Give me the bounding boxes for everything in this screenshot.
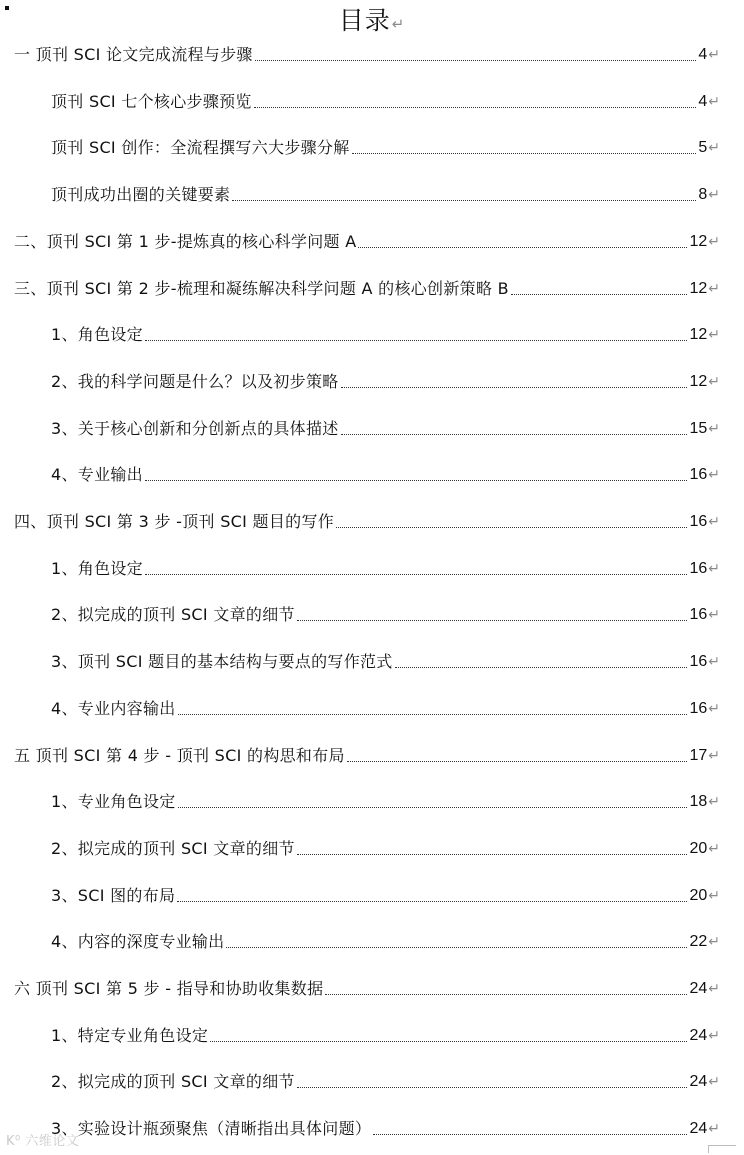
toc-entry-title: 4、内容的深度专业输出 bbox=[51, 932, 225, 952]
toc-entry[interactable] bbox=[51, 318, 720, 346]
toc-entry[interactable] bbox=[51, 692, 720, 720]
toc-page-number: 16 bbox=[689, 699, 708, 717]
watermark-logo: K⁰ 六维论文 bbox=[6, 1134, 80, 1149]
toc-page-number: 4 bbox=[698, 92, 708, 110]
toc-page-number: 5 bbox=[698, 139, 708, 157]
toc-page-number: 16 bbox=[689, 653, 708, 671]
toc-entry-title: 3、实验设计瓶颈聚焦（清晰指出具体问题） bbox=[51, 1119, 372, 1139]
paragraph-mark-icon: ↵ bbox=[708, 747, 720, 764]
paragraph-mark-icon: ↵ bbox=[708, 327, 720, 344]
toc-dot-leader bbox=[325, 994, 687, 995]
toc-entry-title: 2、拟完成的顶刊 SCI 文章的细节 bbox=[51, 838, 295, 858]
paragraph-mark-icon: ↵ bbox=[708, 233, 720, 250]
toc-page-number: 24 bbox=[689, 1026, 708, 1044]
toc-page-number: 12 bbox=[689, 372, 708, 390]
toc-entry-title: 3、顶刊 SCI 题目的基本结构与要点的写作范式 bbox=[51, 652, 393, 672]
paragraph-mark-icon: ↵ bbox=[708, 467, 720, 484]
toc-entry-title: 二、顶刊 SCI 第 1 步-提炼真的核心科学问题 A bbox=[14, 231, 357, 251]
toc-page-number: 12 bbox=[689, 232, 708, 250]
toc-page-number: 24 bbox=[689, 1120, 708, 1138]
paragraph-mark-icon: ↵ bbox=[708, 47, 720, 63]
toc-entry[interactable] bbox=[14, 38, 720, 66]
paragraph-mark-icon: ↵ bbox=[708, 840, 720, 857]
toc-entry[interactable] bbox=[51, 785, 720, 813]
toc-dot-leader bbox=[347, 761, 688, 762]
toc-entry[interactable] bbox=[14, 225, 720, 253]
paragraph-mark-icon: ↵ bbox=[708, 700, 720, 717]
toc-dot-leader bbox=[373, 1134, 687, 1135]
toc-page-number: 16 bbox=[689, 513, 708, 530]
toc-entry-title: 1、专业角色设定 bbox=[51, 792, 176, 812]
toc-entry-title: 六 顶刊 SCI 第 5 步 - 指导和协助收集数据 bbox=[14, 979, 324, 998]
toc-entry[interactable] bbox=[14, 272, 720, 300]
paragraph-mark-icon: ↵ bbox=[708, 1027, 720, 1044]
toc-entry-title: 4、专业输出 bbox=[51, 465, 143, 485]
toc-page-number: 24 bbox=[689, 1073, 708, 1091]
toc-dot-leader bbox=[145, 340, 687, 341]
toc-dot-leader bbox=[226, 947, 687, 948]
toc-entry[interactable] bbox=[51, 412, 720, 440]
toc-dot-leader bbox=[341, 387, 688, 388]
toc-entry-title: 1、特定专业角色设定 bbox=[51, 1025, 209, 1045]
paragraph-mark-icon: ↵ bbox=[391, 15, 406, 33]
toc-page-number: 20 bbox=[689, 839, 708, 857]
paragraph-mark-icon: ↵ bbox=[708, 373, 720, 390]
toc-entry-title: 四、顶刊 SCI 第 3 步 -顶刊 SCI 题目的写作 bbox=[14, 512, 335, 531]
toc-page-number: 20 bbox=[689, 886, 708, 904]
toc-entry-title: 1、角色设定 bbox=[51, 325, 143, 345]
toc-dot-leader bbox=[232, 200, 696, 201]
toc-dot-leader bbox=[297, 1087, 688, 1088]
toc-entry-title: 一 顶刊 SCI 论文完成流程与步骤 bbox=[14, 45, 253, 64]
toc-entry[interactable] bbox=[51, 645, 720, 673]
toc-page-number: 16 bbox=[689, 606, 708, 624]
paragraph-mark-icon: ↵ bbox=[708, 560, 720, 577]
toc-dot-leader bbox=[177, 901, 687, 902]
toc-page-number: 16 bbox=[689, 466, 708, 484]
paragraph-mark-icon: ↵ bbox=[708, 887, 720, 904]
toc-entry-title: 五 顶刊 SCI 第 4 步 - 顶刊 SCI 的构思和布局 bbox=[14, 745, 345, 765]
paragraph-mark-icon: ↵ bbox=[708, 280, 720, 297]
toc-page-number: 18 bbox=[689, 793, 708, 811]
toc-page-number: 16 bbox=[689, 559, 708, 577]
toc-page-number: 8 bbox=[698, 186, 708, 204]
toc-entry[interactable] bbox=[51, 1065, 720, 1093]
toc-dot-leader bbox=[145, 574, 687, 575]
toc-entry[interactable] bbox=[51, 598, 720, 626]
toc-entry[interactable] bbox=[14, 972, 720, 1000]
toc-title-text: 目录 bbox=[338, 6, 391, 35]
toc-entry[interactable] bbox=[51, 1019, 720, 1047]
paragraph-mark-icon: ↵ bbox=[708, 93, 720, 110]
toc-title bbox=[0, 4, 744, 41]
toc-dot-leader bbox=[297, 854, 688, 855]
toc-entry[interactable] bbox=[51, 365, 720, 393]
paragraph-mark-icon: ↵ bbox=[708, 934, 720, 951]
toc-page-number: 12 bbox=[689, 326, 708, 344]
toc-dot-leader bbox=[210, 1041, 687, 1042]
toc-entry-title: 2、拟完成的顶刊 SCI 文章的细节 bbox=[51, 1072, 295, 1092]
paragraph-mark-icon: ↵ bbox=[708, 981, 720, 997]
toc-entry-title: 顶刊成功出圈的关键要素 bbox=[51, 185, 231, 205]
toc-entry-title: 3、关于核心创新和分创新点的具体描述 bbox=[51, 418, 339, 438]
paragraph-mark-icon: ↵ bbox=[708, 1121, 720, 1138]
toc-entry[interactable] bbox=[51, 85, 720, 113]
toc-entry[interactable] bbox=[51, 458, 720, 486]
toc-entry[interactable] bbox=[51, 879, 720, 907]
toc-entry-title: 顶刊 SCI 七个核心步骤预览 bbox=[51, 91, 252, 111]
toc-entry-title: 2、我的科学问题是什么？以及初步策略 bbox=[51, 371, 339, 391]
toc-dot-leader bbox=[358, 247, 687, 248]
toc-dot-leader bbox=[178, 714, 688, 715]
toc-entry-title: 3、SCI 图的布局 bbox=[51, 885, 176, 905]
toc-dot-leader bbox=[352, 153, 697, 154]
paragraph-mark-icon: ↵ bbox=[708, 794, 720, 811]
paragraph-mark-icon: ↵ bbox=[708, 187, 720, 204]
toc-page-number: 17 bbox=[689, 746, 708, 764]
paragraph-mark-icon: ↵ bbox=[708, 654, 720, 671]
toc-entry[interactable] bbox=[51, 925, 720, 953]
toc-entry[interactable] bbox=[51, 1112, 720, 1140]
paragraph-mark-icon: ↵ bbox=[708, 420, 720, 437]
toc-entry[interactable] bbox=[14, 739, 720, 767]
paragraph-mark-icon: ↵ bbox=[708, 514, 720, 530]
toc-dot-leader bbox=[297, 620, 688, 621]
toc-page-number: 24 bbox=[689, 980, 708, 997]
toc-entry[interactable] bbox=[14, 505, 720, 533]
toc-dot-leader bbox=[255, 60, 697, 61]
toc-dot-leader bbox=[254, 107, 697, 108]
toc-dot-leader bbox=[341, 434, 688, 435]
toc-page-number: 4 bbox=[698, 46, 708, 63]
toc-dot-leader bbox=[145, 480, 687, 481]
toc-entry-title: 1、角色设定 bbox=[51, 558, 143, 578]
toc-entry-title: 4、专业内容输出 bbox=[51, 698, 176, 718]
toc-dot-leader bbox=[336, 527, 687, 528]
toc-entry[interactable] bbox=[51, 832, 720, 860]
paragraph-mark-icon: ↵ bbox=[708, 140, 720, 157]
toc-dot-leader bbox=[511, 294, 688, 295]
toc-dot-leader bbox=[178, 807, 688, 808]
toc-entry[interactable] bbox=[51, 178, 720, 206]
toc-entry[interactable] bbox=[51, 131, 720, 159]
page-corner-mark bbox=[708, 1145, 736, 1153]
toc-page-number: 12 bbox=[689, 279, 708, 297]
toc-entry-title: 2、拟完成的顶刊 SCI 文章的细节 bbox=[51, 605, 295, 625]
toc-dot-leader bbox=[395, 667, 688, 668]
paragraph-mark-icon: ↵ bbox=[708, 1074, 720, 1091]
toc-page-number: 22 bbox=[689, 933, 708, 951]
paragraph-mark-icon: ↵ bbox=[708, 607, 720, 624]
toc-entry-title: 三、顶刊 SCI 第 2 步-梳理和凝练解决科学问题 A 的核心创新策略 B bbox=[14, 278, 509, 298]
toc-entry[interactable] bbox=[51, 552, 720, 580]
toc-entry-title: 顶刊 SCI 创作：全流程撰写六大步骤分解 bbox=[51, 138, 350, 158]
toc-page-number: 15 bbox=[689, 419, 708, 437]
